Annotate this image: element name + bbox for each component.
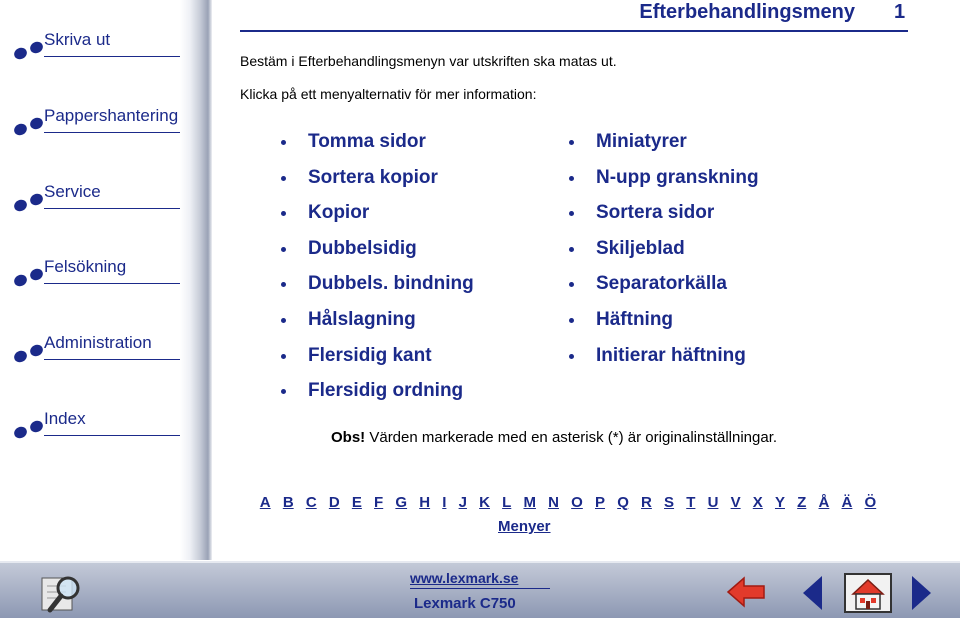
index-letter-s[interactable]: S	[664, 494, 675, 511]
nav-bullet-icon	[12, 122, 28, 137]
index-letter-y[interactable]: Y	[774, 494, 785, 511]
intro-text: Bestäm i Efterbehandlingsmenyn var utskriften ska matas ut.	[240, 53, 617, 69]
previous-page-icon[interactable]	[800, 573, 826, 613]
index-letter-a[interactable]: A	[259, 494, 271, 511]
footer-rule	[410, 588, 550, 589]
menu-item-skiljeblad[interactable]: Skiljeblad	[569, 237, 759, 273]
index-letter-j[interactable]: J	[458, 494, 467, 511]
sidebar-item-label: Skriva ut	[44, 30, 111, 49]
index-letter-q[interactable]: Q	[617, 494, 629, 511]
sidebar-item-label: Index	[44, 409, 86, 428]
sidebar-item-service[interactable]	[14, 182, 184, 222]
header-rule	[240, 30, 908, 32]
index-letter-g[interactable]: G	[395, 494, 408, 511]
page-number: 1	[894, 1, 906, 23]
menu-item-flersidig-ordning[interactable]: Flersidig ordning	[281, 379, 474, 415]
menu-list-left	[281, 130, 474, 415]
footer-highlight	[0, 561, 960, 563]
index-letter-x[interactable]: X	[752, 494, 763, 511]
nav-rule	[44, 359, 180, 360]
menu-item-kopior[interactable]: Kopior	[281, 201, 474, 237]
menu-item-sortera-sidor[interactable]: Sortera sidor	[569, 201, 759, 237]
nav-bullet-icon	[28, 267, 44, 282]
back-arrow-icon[interactable]	[726, 574, 766, 610]
magnifier-icon[interactable]	[38, 572, 86, 614]
menu-list-right	[569, 130, 759, 379]
menu-item-flersidig-kant[interactable]: Flersidig kant	[281, 344, 474, 380]
menu-item-miniatyrer[interactable]: Miniatyrer	[569, 130, 759, 166]
index-letter-t[interactable]: T	[686, 494, 696, 511]
next-page-icon[interactable]	[908, 573, 934, 613]
index-letter-b[interactable]: B	[282, 494, 294, 511]
nav-bullet-icon	[12, 349, 28, 364]
nav-rule	[44, 132, 180, 133]
nav-bullet-icon	[12, 46, 28, 61]
nav-rule	[44, 283, 180, 284]
menu-item-initierar-haftning[interactable]: Initierar häftning	[569, 344, 759, 380]
index-letter-d[interactable]: D	[328, 494, 340, 511]
menus-link[interactable]: Menyer	[498, 518, 551, 535]
nav-bullet-icon	[28, 419, 44, 434]
home-icon[interactable]	[843, 570, 893, 614]
nav-rule	[44, 56, 180, 57]
index-letter-l[interactable]: L	[502, 494, 512, 511]
index-letter-i[interactable]: I	[442, 494, 447, 511]
nav-bullet-icon	[12, 273, 28, 288]
menu-item-n-upp-granskning[interactable]: N-upp granskning	[569, 166, 759, 202]
nav-rule	[44, 208, 180, 209]
sidebar-item-label: Pappershantering	[44, 106, 179, 125]
note-label: Obs!	[331, 429, 366, 446]
sidebar-item-label: Felsökning	[44, 257, 127, 276]
sidebar	[0, 0, 212, 560]
menu-item-sortera-kopior[interactable]: Sortera kopior	[281, 166, 474, 202]
nav-bullet-icon	[28, 192, 44, 207]
nav-bullet-icon	[28, 343, 44, 358]
sidebar-item-administration[interactable]	[14, 333, 184, 373]
nav-bullet-icon	[28, 40, 44, 55]
sidebar-item-pappershantering[interactable]	[14, 106, 184, 146]
index-letter-f[interactable]: F	[374, 494, 384, 511]
index-letter-r[interactable]: R	[641, 494, 652, 511]
note-text: Värden markerade med en asterisk (*) är originalinställningar.	[369, 429, 778, 446]
intro-instruction: Klicka på ett menyalternativ för mer information:	[240, 86, 537, 102]
nav-bullet-icon	[12, 425, 28, 440]
menu-item-haftning[interactable]: Häftning	[569, 308, 759, 344]
index-letter-n[interactable]: N	[548, 494, 559, 511]
index-letter-v[interactable]: V	[730, 494, 741, 511]
index-letter-m[interactable]: M	[523, 494, 536, 511]
index-letter-ae[interactable]: Ä	[841, 494, 853, 511]
index-letter-z[interactable]: Z	[797, 494, 807, 511]
index-letter-e[interactable]: E	[351, 494, 362, 511]
sidebar-item-skriva-ut[interactable]	[14, 30, 184, 70]
sidebar-item-index[interactable]	[14, 409, 184, 449]
sidebar-item-felsokning[interactable]	[14, 257, 184, 297]
menu-item-separatorkalla[interactable]: Separatorkälla	[569, 272, 759, 308]
menu-item-halslagning[interactable]: Hålslagning	[281, 308, 474, 344]
index-letter-aa[interactable]: Å	[818, 494, 830, 511]
page-title: Efterbehandlingsmeny	[639, 1, 855, 23]
website-link[interactable]: www.lexmark.se	[410, 570, 519, 586]
note	[331, 429, 777, 446]
index-letter-h[interactable]: H	[419, 494, 431, 511]
index-letter-oe[interactable]: Ö	[864, 494, 877, 511]
sidebar-item-label: Service	[44, 182, 101, 201]
index-letter-u[interactable]: U	[707, 494, 719, 511]
index-letter-c[interactable]: C	[305, 494, 317, 511]
nav-bullet-icon	[28, 116, 44, 131]
menu-item-tomma-sidor[interactable]: Tomma sidor	[281, 130, 474, 166]
nav-bullet-icon	[12, 198, 28, 213]
sidebar-item-label: Administration	[44, 333, 152, 352]
product-name: Lexmark C750	[414, 595, 516, 612]
index-letter-k[interactable]: K	[479, 494, 490, 511]
index-letter-p[interactable]: P	[595, 494, 606, 511]
menu-item-dubbels-bindning[interactable]: Dubbels. bindning	[281, 272, 474, 308]
index-letter-o[interactable]: O	[571, 494, 583, 511]
alphabet-index	[0, 494, 960, 511]
menu-item-dubbelsidig[interactable]: Dubbelsidig	[281, 237, 474, 273]
nav-rule	[44, 435, 180, 436]
